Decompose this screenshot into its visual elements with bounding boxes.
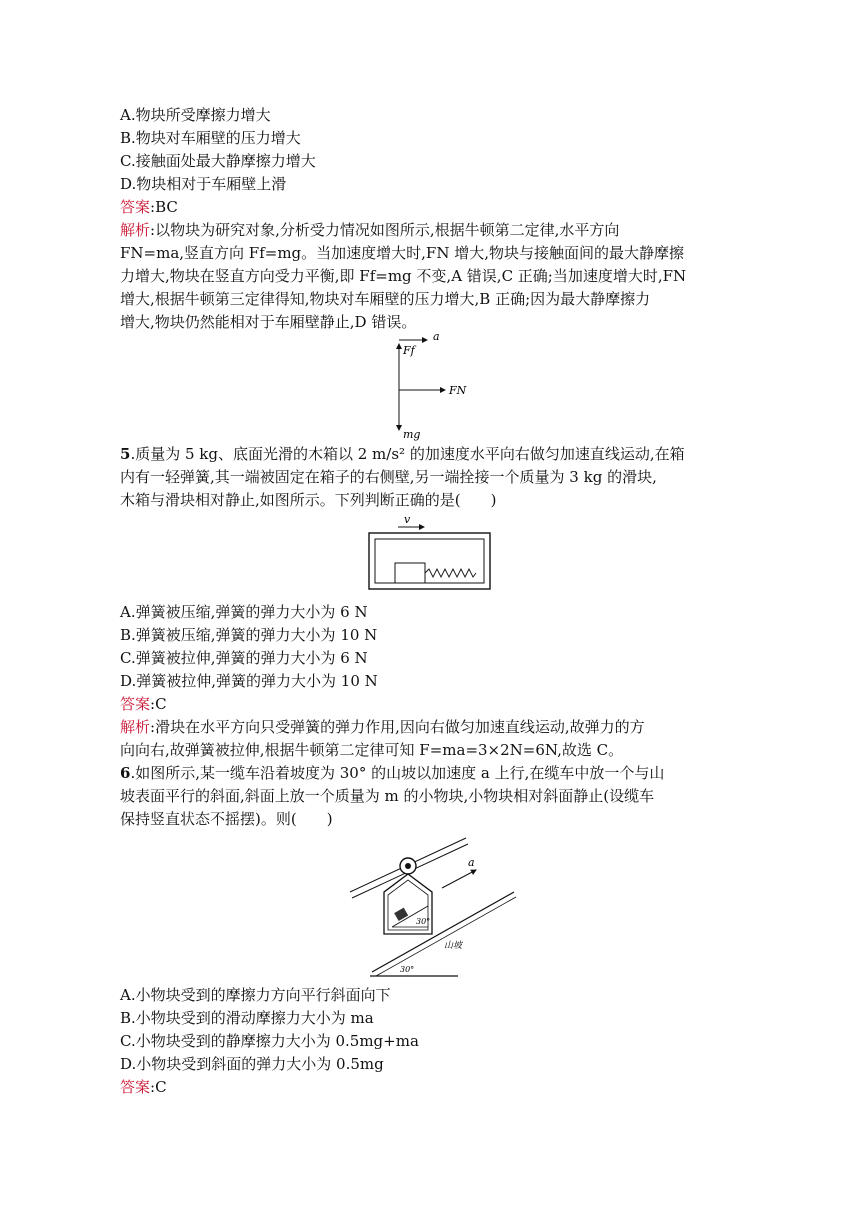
question-number: 6	[120, 764, 131, 782]
q5-answer	[120, 693, 167, 715]
q4-analysis-line: 力增大,物块在竖直方向受力平衡,即 Ff=mg 不变,A 错误,C 正确;当加速度增大时,FN	[120, 267, 687, 285]
spring	[425, 569, 476, 577]
inner-angle-label: 30°	[416, 917, 431, 926]
q4-analysis-line	[120, 219, 619, 241]
q6-option-d: D.小物块受到斜面的弹力大小为 0.5mg	[120, 1055, 384, 1073]
box-outer	[369, 533, 490, 589]
accel-label: a	[433, 330, 440, 343]
q5-option-c: C.弹簧被拉伸,弹簧的弹力大小为 6 N	[120, 649, 368, 667]
q6-option-c: C.小物块受到的静摩擦力大小为 0.5mg+ma	[120, 1032, 419, 1050]
q6-option-b: B.小物块受到的滑动摩擦力大小为 ma	[120, 1009, 374, 1027]
weight-label: mg	[403, 428, 421, 441]
friction-label: Ff	[403, 344, 415, 357]
answer-label: 答案	[120, 1078, 151, 1096]
q4-analysis-line: FN=ma,竖直方向 Ff=mg。当加速度增大时,FN 增大,物块与接触面间的最大静摩擦	[120, 244, 684, 262]
stem-text: .如图所示,某一缆车沿着坡度为 30° 的山坡以加速度 a 上行,在缆车中放一个与山	[130, 764, 665, 782]
q6-option-a: A.小物块受到的摩擦力方向平行斜面向下	[120, 986, 391, 1004]
q4-analysis-line: 增大,物块仍然能相对于车厢壁静止,D 错误。	[120, 313, 417, 331]
q6-answer	[120, 1076, 167, 1098]
q5-option-a: A.弹簧被压缩,弹簧的弹力大小为 6 N	[120, 603, 368, 621]
q5-stem-line	[120, 443, 685, 465]
answer-label: 答案	[120, 695, 151, 713]
analysis-label: 解析	[120, 718, 151, 736]
accel-label: a	[468, 856, 475, 869]
q4-option-a: A.物块所受摩擦力增大	[120, 106, 271, 124]
slope-label: 山坡	[444, 941, 463, 951]
stem-text: .质量为 5 kg、底面光滑的木箱以 2 m/s² 的加速度水平向右做匀加速直线运动,在箱	[130, 445, 685, 463]
q5-analysis-line: 向向右,故弹簧被拉伸,根据牛顿第二定律可知 F=ma=3×2N=6N,故选 C。	[120, 741, 624, 759]
box-spring-figure	[368, 512, 492, 592]
outer-angle-label: 30°	[400, 965, 415, 974]
answer-value: :C	[150, 695, 167, 713]
q4-answer	[120, 196, 178, 218]
cable-car-figure	[348, 830, 520, 980]
q6-stem-line: 保持竖直状态不摇摆)。则( )	[120, 810, 333, 828]
q5-option-d: D.弹簧被拉伸,弹簧的弹力大小为 10 N	[120, 672, 378, 690]
q5-stem-line: 木箱与滑块相对静止,如图所示。下列判断正确的是( )	[120, 491, 497, 509]
acceleration-arrow	[442, 870, 476, 888]
q6-stem-line: 坡表面平行的斜面,斜面上放一个质量为 m 的小物块,小物块相对斜面静止(设缆车	[120, 787, 655, 805]
analysis-text: :以物块为研究对象,分析受力情况如图所示,根据牛顿第二定律,水平方向	[150, 221, 620, 239]
hill-slope	[372, 892, 514, 972]
q4-analysis-line: 增大,根据牛顿第三定律得知,物块对车厢壁的压力增大,B 正确;因为最大静摩擦力	[120, 290, 651, 308]
q4-option-c: C.接触面处最大静摩擦力增大	[120, 152, 316, 170]
force-diagram	[385, 330, 495, 442]
q6-stem-line	[120, 762, 664, 784]
answer-value: :BC	[150, 198, 178, 216]
hill-slope-edge	[376, 897, 516, 976]
box-inner	[375, 539, 484, 583]
slider-block	[395, 563, 425, 583]
velocity-label: v	[404, 513, 411, 526]
normal-label: FN	[449, 384, 467, 397]
q5-option-b: B.弹簧被压缩,弹簧的弹力大小为 10 N	[120, 626, 378, 644]
question-number: 5	[120, 445, 131, 463]
analysis-text: :滑块在水平方向只受弹簧的弹力作用,因向右做匀加速直线运动,故弹力的方	[150, 718, 645, 736]
q4-option-d: D.物块相对于车厢壁上滑	[120, 175, 287, 193]
q5-analysis-line	[120, 716, 645, 738]
q4-option-b: B.物块对车厢壁的压力增大	[120, 129, 301, 147]
q5-stem-line: 内有一轻弹簧,其一端被固定在箱子的右侧壁,另一端拴接一个质量为 3 kg 的滑块,	[120, 468, 657, 486]
analysis-label: 解析	[120, 221, 151, 239]
answer-value: :C	[150, 1078, 167, 1096]
pulley-axle	[405, 863, 411, 869]
answer-label: 答案	[120, 198, 151, 216]
